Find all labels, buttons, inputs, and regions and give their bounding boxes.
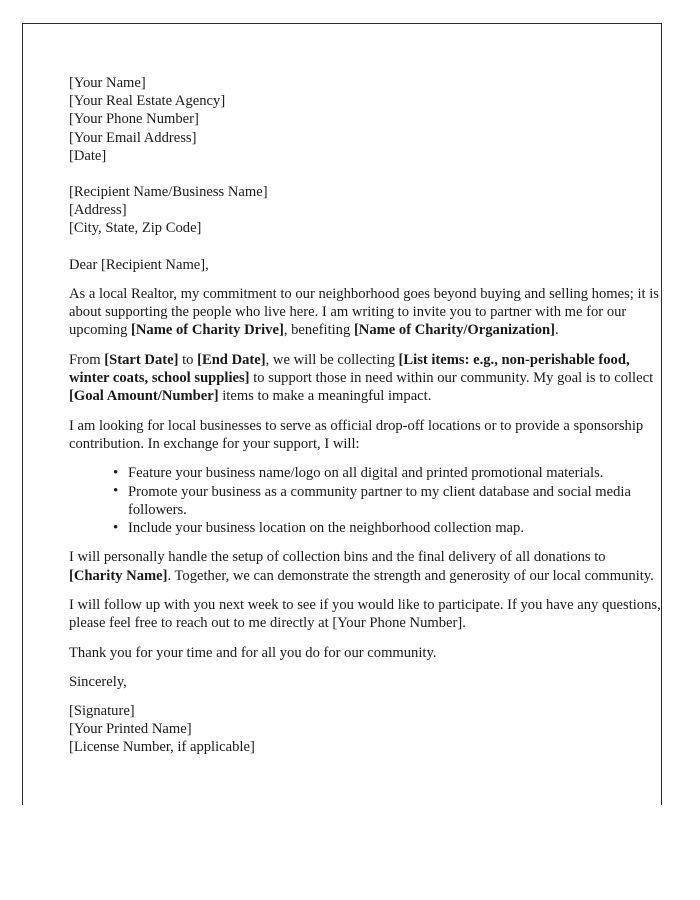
logistics-text-2: . Together, we can demonstrate the strength and generosity of our local community. xyxy=(167,567,654,584)
list-item: • Feature your business name/logo on all digital and printed promotional materials. xyxy=(113,464,661,482)
collection-text-2: to xyxy=(178,351,198,368)
paragraph-logistics xyxy=(69,548,661,585)
sender-email: [Your Email Address] xyxy=(69,129,197,146)
placeholder-charity-organization: [Name of Charity/Organization] xyxy=(353,322,555,339)
paragraph-intro-text-1: As a local Realtor, my commitment to our neighborhood goes beyond buying and selling homes; it is about supporting the people who live here. I am writing to invite you to partner with me for our upcoming xyxy=(69,285,659,339)
paragraph-partnership-request: I am looking for local businesses to serve as official drop-off locations or to provide a sponsorship contribution. In exchange for your support, I will: xyxy=(69,417,644,452)
collection-text-1: From xyxy=(69,351,105,368)
paragraph-collection-details xyxy=(69,351,661,406)
paragraph-follow-up: I will follow up with you next week to see if you would like to participate. If you have any questions, please feel free to reach out to me directly at [Your Phone Number]. xyxy=(69,596,661,632)
signature-placeholder: [Signature] xyxy=(69,703,135,720)
signature-block xyxy=(69,702,661,757)
sender-phone: [Your Phone Number] xyxy=(69,111,199,128)
letter-date: [Date] xyxy=(69,147,107,164)
paragraph-intro-text-3: . xyxy=(554,322,559,339)
salutation: Dear [Recipient Name], xyxy=(69,256,209,273)
recipient-city-state-zip: [City, State, Zip Code] xyxy=(69,220,202,237)
paragraph-intro-text-2: , benefiting xyxy=(283,322,354,339)
paragraph-thank-you: Thank you for your time and for all you do for our community. xyxy=(69,644,437,661)
recipient-address-block xyxy=(69,183,661,238)
letter-page xyxy=(22,23,662,805)
placeholder-charity-drive-name: [Name of Charity Drive] xyxy=(131,322,284,339)
placeholder-charity-name: [Charity Name] xyxy=(69,567,168,584)
collection-text-4: to support those in need within our community. My goal is to collect xyxy=(249,370,654,387)
paragraph-intro xyxy=(69,285,661,340)
sender-agency: [Your Real Estate Agency] xyxy=(69,93,226,110)
license-number-placeholder: [License Number, if applicable] xyxy=(69,739,255,756)
benefits-list xyxy=(69,464,661,537)
sender-name: [Your Name] xyxy=(69,75,146,91)
closing-salutation: Sincerely, xyxy=(69,673,127,690)
collection-text-3: , we will be collecting xyxy=(265,351,399,368)
list-item: • Promote your business as a community partner to my client database and social media followers. xyxy=(113,483,661,520)
collection-text-5: items to make a meaningful impact. xyxy=(218,388,432,405)
placeholder-goal-amount: [Goal Amount/Number] xyxy=(69,388,219,405)
logistics-text-1: I will personally handle the setup of collection bins and the final delivery of all donations to xyxy=(69,549,606,566)
recipient-address: [Address] xyxy=(69,202,127,219)
letter-content xyxy=(69,74,661,757)
printed-name-placeholder: [Your Printed Name] xyxy=(69,721,192,738)
list-item: • Include your business location on the neighborhood collection map. xyxy=(113,519,661,537)
placeholder-start-date: [Start Date] xyxy=(104,351,179,368)
placeholder-list-items: [List items: e.g., non-perishable food, winter coats, school supplies] xyxy=(69,351,630,387)
placeholder-end-date: [End Date] xyxy=(197,351,266,368)
recipient-name: [Recipient Name/Business Name] xyxy=(69,184,268,201)
sender-address-block xyxy=(69,74,661,165)
